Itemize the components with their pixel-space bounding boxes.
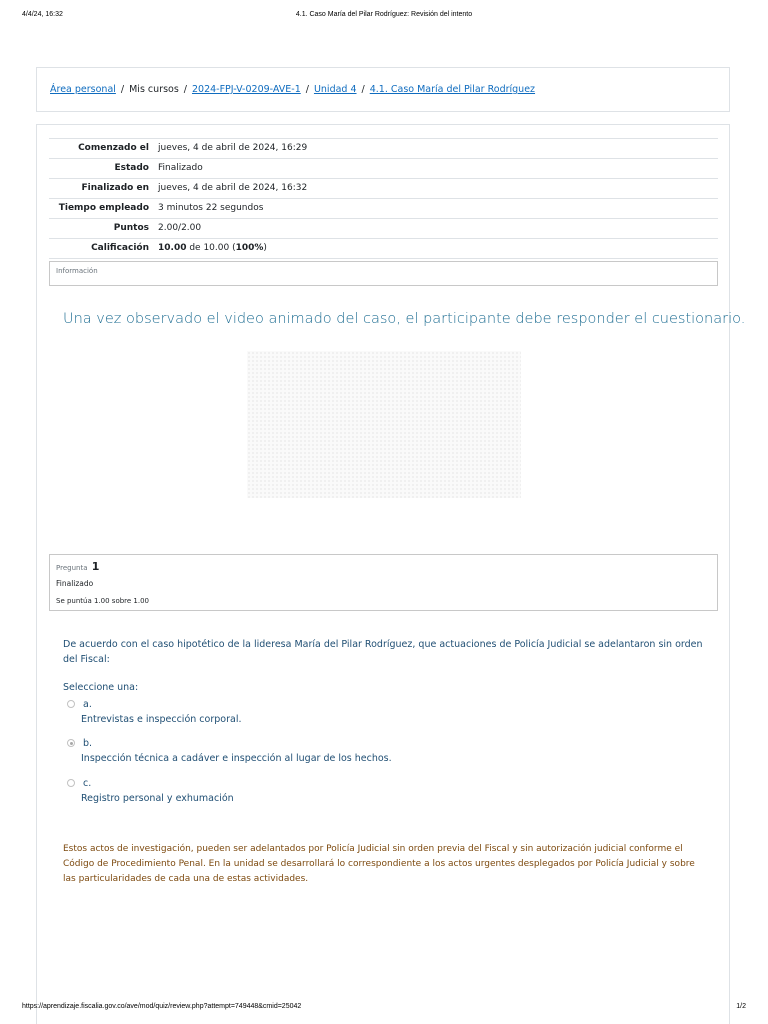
breadcrumb-course[interactable]: 2024-FPJ-V-0209-AVE-1	[191, 84, 301, 95]
grade-percent: 100%	[235, 243, 264, 253]
breadcrumb-area-personal[interactable]: Área personal	[50, 84, 116, 95]
breadcrumb-bar	[36, 67, 730, 112]
print-url: https://aprendizaje.fiscalia.gov.co/ave/mod/quiz/review.php?attempt=749448&cmid=25042	[22, 1003, 302, 1010]
summary-value: 3 minutos 22 segundos	[158, 203, 264, 213]
question-info-box	[49, 554, 718, 611]
breadcrumb	[50, 84, 535, 95]
print-datetime: 4/4/24, 16:32	[22, 11, 63, 18]
breadcrumb-activity[interactable]: 4.1. Caso María del Pilar Rodríguez	[369, 84, 536, 95]
summary-value: jueves, 4 de abril de 2024, 16:32	[158, 183, 308, 193]
print-page-number: 1/2	[736, 1003, 746, 1010]
grade-close: )	[263, 243, 267, 253]
information-block	[49, 261, 718, 286]
radio-button[interactable]	[67, 700, 75, 708]
breadcrumb-separator: /	[183, 84, 187, 95]
summary-row	[49, 219, 718, 239]
summary-label: Finalizado en	[81, 183, 149, 193]
summary-value: Finalizado	[158, 163, 203, 173]
question-number	[56, 560, 99, 573]
summary-row	[49, 139, 718, 159]
answer-text: Entrevistas e inspección corporal.	[81, 714, 242, 725]
print-page-title: 4.1. Caso María del Pilar Rodríguez: Revisión del intento	[295, 11, 473, 18]
question-grade: Se puntúa 1.00 sobre 1.00	[56, 597, 150, 605]
answer-text: Registro personal y exhumación	[81, 793, 234, 804]
answer-letter: c.	[83, 778, 92, 789]
summary-row	[49, 179, 718, 199]
summary-label: Comenzado el	[78, 143, 149, 153]
print-header	[0, 11, 768, 23]
question-text: De acuerdo con el caso hipotético de la lideresa María del Pilar Rodríguez, que actuaciones de Policía Judicial se adelantaron sin orden del Fiscal:	[63, 639, 703, 665]
summary-row-grade	[49, 239, 718, 259]
information-label: Información	[56, 267, 98, 275]
grade-score: 10.00	[158, 243, 187, 253]
summary-row	[49, 159, 718, 179]
answer-prompt: Seleccione una:	[63, 682, 139, 693]
answer-letter: a.	[83, 699, 92, 710]
grade-of: de 10.00 (	[186, 243, 236, 253]
question-state: Finalizado	[56, 579, 94, 588]
summary-value: jueves, 4 de abril de 2024, 16:29	[158, 143, 308, 153]
summary-label: Puntos	[113, 223, 149, 233]
breadcrumb-mis-cursos: Mis cursos	[129, 84, 179, 95]
breadcrumb-separator: /	[120, 84, 125, 95]
breadcrumb-separator: /	[361, 84, 365, 95]
video-embed[interactable]	[247, 351, 521, 498]
intro-text: Una vez observado el video animado del caso, el participante debe responder el cuestionario.	[63, 311, 746, 327]
summary-row	[49, 199, 718, 219]
radio-button[interactable]	[67, 779, 75, 787]
question-label: Pregunta	[56, 564, 88, 572]
breadcrumb-unit[interactable]: Unidad 4	[313, 84, 357, 95]
summary-label: Calificación	[91, 243, 149, 253]
summary-value: 2.00/2.00	[158, 223, 202, 233]
question-number-value: 1	[91, 560, 100, 573]
summary-grade-value	[154, 239, 718, 259]
attempt-summary-table	[49, 138, 718, 259]
radio-button-selected[interactable]	[67, 739, 75, 747]
breadcrumb-separator: /	[305, 84, 309, 95]
answer-letter: b.	[83, 738, 93, 749]
question-feedback: Estos actos de investigación, pueden ser adelantados por Policía Judicial sin orden previa del Fiscal y sin autorización judicial conforme el Código de Procedimiento Penal. En la unidad se desarrollará lo correspondiente a los actos urgentes desplegados por Policía Judicial y sobre las particularidades de cada una de estas actividades.	[63, 844, 695, 884]
summary-label: Tiempo empleado	[58, 203, 149, 213]
summary-label: Estado	[114, 163, 149, 173]
answer-text: Inspección técnica a cadáver e inspección al lugar de los hechos.	[81, 753, 392, 764]
